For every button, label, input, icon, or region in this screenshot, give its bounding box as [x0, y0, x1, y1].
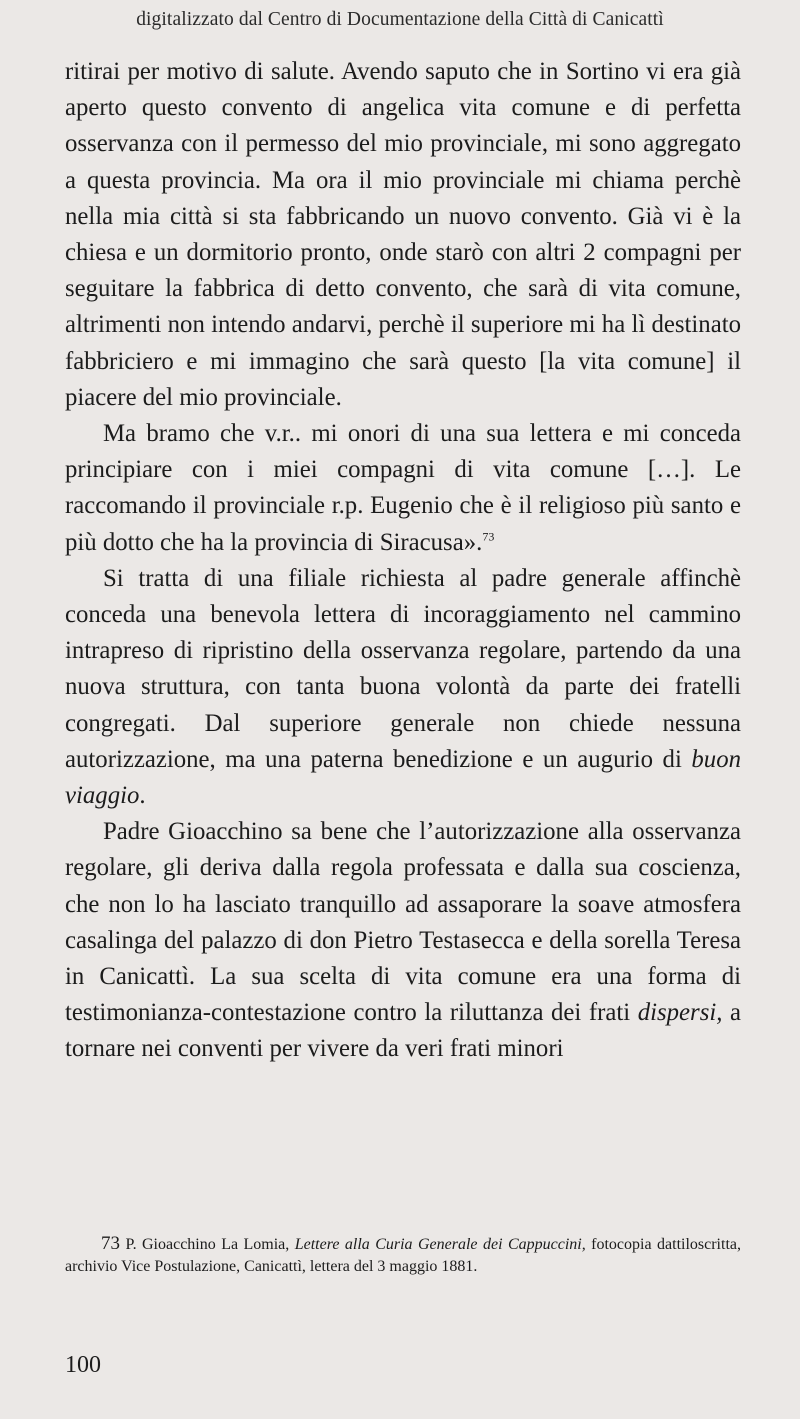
paragraph-2	[65, 416, 741, 561]
footnote-title: Lettere alla Curia Generale dei Cappuccini,	[294, 1236, 586, 1253]
paragraph-4-text: Padre Gioacchino sa bene che l’autorizzazione alla osservanza regolare, gli deriva dalla regola professata e dalla sua coscienza, che non lo ha lasciato tranquillo ad assaporare la soave atmosfera casalinga del palazzo di don Pietro Testasecca e della sorella Teresa in Canicattì. La sua scelta di vita comune era una forma di testimonianza-contestazione contro la riluttanza dei frati	[65, 818, 741, 1027]
digitization-watermark: digitalizzato dal Centro di Documentazione della Città di Canicattì	[136, 9, 664, 30]
footnote-author: P. Gioacchino La Lomia,	[120, 1236, 295, 1253]
footnote-rest: fotocopia dattiloscritta, archivio Vice Postulazione, Canicattì, lettera del 3 maggio 1881.	[65, 1236, 741, 1275]
footnote	[65, 1233, 741, 1278]
paragraph-3-text: Si tratta di una filiale richiesta al padre generale affinchè conceda una benevola lettera di incoraggiamento nel cammino intrapreso di ripristino della osservanza regolare, partendo da una nuova struttura, con tanta buona volontà da parte dei fratelli congregati. Dal superiore generale non chiede nessuna autorizzazione, ma una paterna benedizione e un augurio di	[65, 564, 741, 773]
paragraph-4-end: a tornare nei conventi per vivere da veri frati minori	[65, 999, 741, 1063]
paragraph-3-italic: buon viaggio	[65, 745, 741, 810]
paragraph-2-text: Ma bramo che v.r.. mi onori di una sua lettera e mi conceda principiare con i miei compagni di vita comune […]. Le raccomando il provinciale r.p. Eugenio che è il religioso più santo e più dotto che ha la provincia di Siracusa».	[65, 420, 741, 556]
footnote-number: 73	[101, 1233, 120, 1254]
page-number: 100	[65, 1352, 101, 1378]
paragraph-4	[65, 814, 741, 1067]
paragraph-1: ritirai per motivo di salute. Avendo saputo che in Sortino vi era già aperto questo convento di angelica vita comune e di perfetta osservanza con il permesso del mio provinciale, mi sono aggregato a questa provincia. Ma ora il mio provinciale mi chiama perchè nella mia città si sta fabbricando un nuovo convento. Già vi è la chiesa e un dormitorio pronto, onde starò con altri 2 compagni per seguitare la fabbrica di detto convento, che sarà di vita comune, altrimenti non intendo andarvi, perchè il superiore mi ha lì destinato fabbriciero e mi immagino che sarà questo [la vita comune] il piacere del mio provinciale.	[65, 58, 741, 411]
paragraph-3-end: .	[139, 782, 146, 810]
paragraph-4-italic: dispersi,	[637, 999, 723, 1027]
paragraph-3	[65, 561, 741, 814]
footnote-reference: 73	[482, 529, 495, 544]
body-text	[65, 54, 741, 1068]
